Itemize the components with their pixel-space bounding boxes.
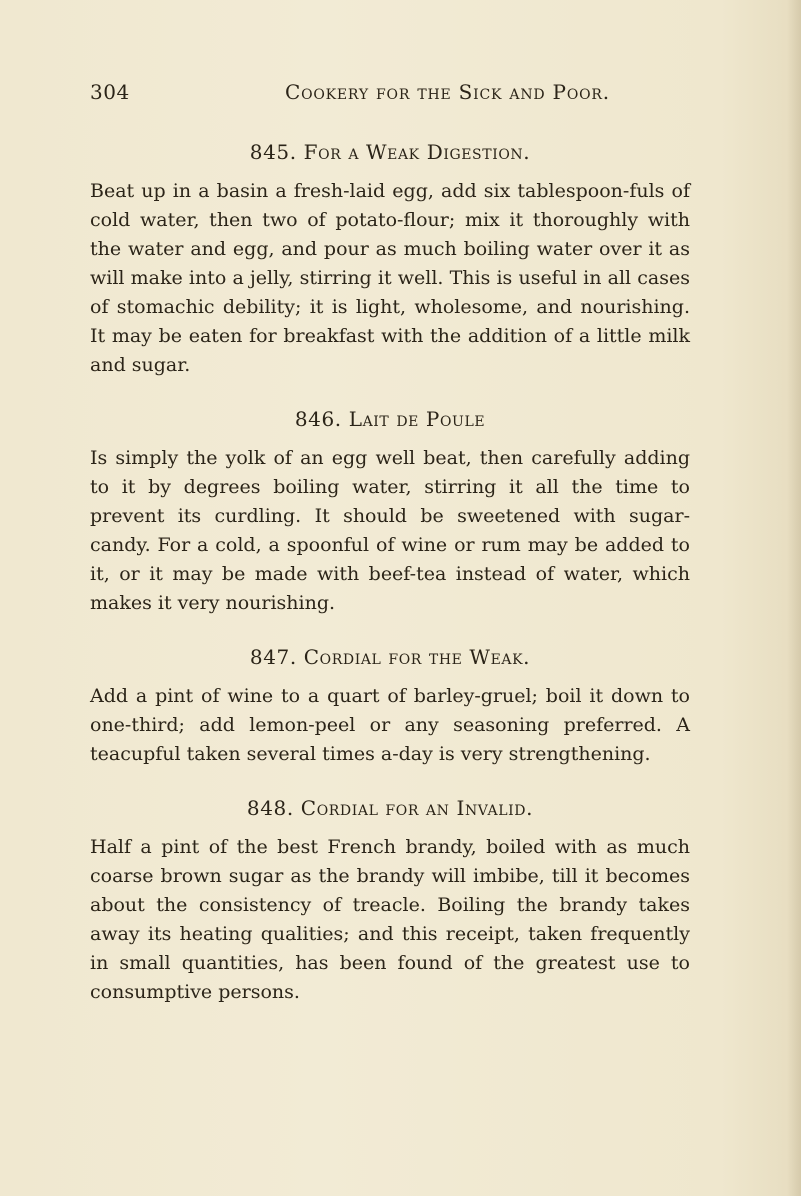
recipe-body: Is simply the yolk of an egg well beat, then carefully adding to it by degrees boiling water, stirring it all the time to prevent its curdling. It should be sweetened with sugar-candy. For a cold, a spoonful of wine or rum may be added to it, or it may be made with beef-tea instead of water, which makes it very nourishing. — [90, 447, 690, 614]
recipe-body: Half a pint of the best French brandy, boiled with as much coarse brown sugar as the brandy will imbibe, till it becomes about the consistency of treacle. Boiling the brandy takes away its heating qualities; and this receipt, taken frequently in small quantities, has been found of the greatest use to consumptive persons. — [90, 836, 690, 1003]
recipe-body: Beat up in a basin a fresh-laid egg, add six tablespoon-fuls of cold water, then two of potato-flour; mix it thoroughly with the water and egg, and pour as much boiling water over it as will make into a jelly, stirring it well. This is useful in all cases of stomachic debility; it is light, wholesome, and nourishing. It may be eaten for breakfast with the addition of a little milk and sugar. — [90, 180, 690, 376]
running-head — [90, 80, 690, 110]
recipe-heading: 847. Cordial for the Weak. — [249, 645, 531, 669]
recipe-848 — [90, 796, 690, 1007]
running-title: Cookery for the Sick and Poor. — [285, 80, 610, 104]
recipe-845 — [90, 140, 690, 380]
recipe-847 — [90, 645, 690, 769]
page-edge-shadow — [787, 0, 801, 1196]
recipe-heading: 845. For a Weak Digestion. — [249, 140, 531, 164]
page-content — [90, 135, 690, 1007]
recipe-heading: 846. Lait de Poule — [294, 407, 486, 431]
recipe-body: Add a pint of wine to a quart of barley-gruel; boil it down to one-third; add lemon-peel or any seasoning preferred. A teacupful taken several times a-day is very strengthening. — [90, 685, 690, 765]
page-number: 304 — [90, 80, 130, 104]
recipe-846 — [90, 407, 690, 618]
recipe-heading: 848. Cordial for an Invalid. — [246, 796, 534, 820]
